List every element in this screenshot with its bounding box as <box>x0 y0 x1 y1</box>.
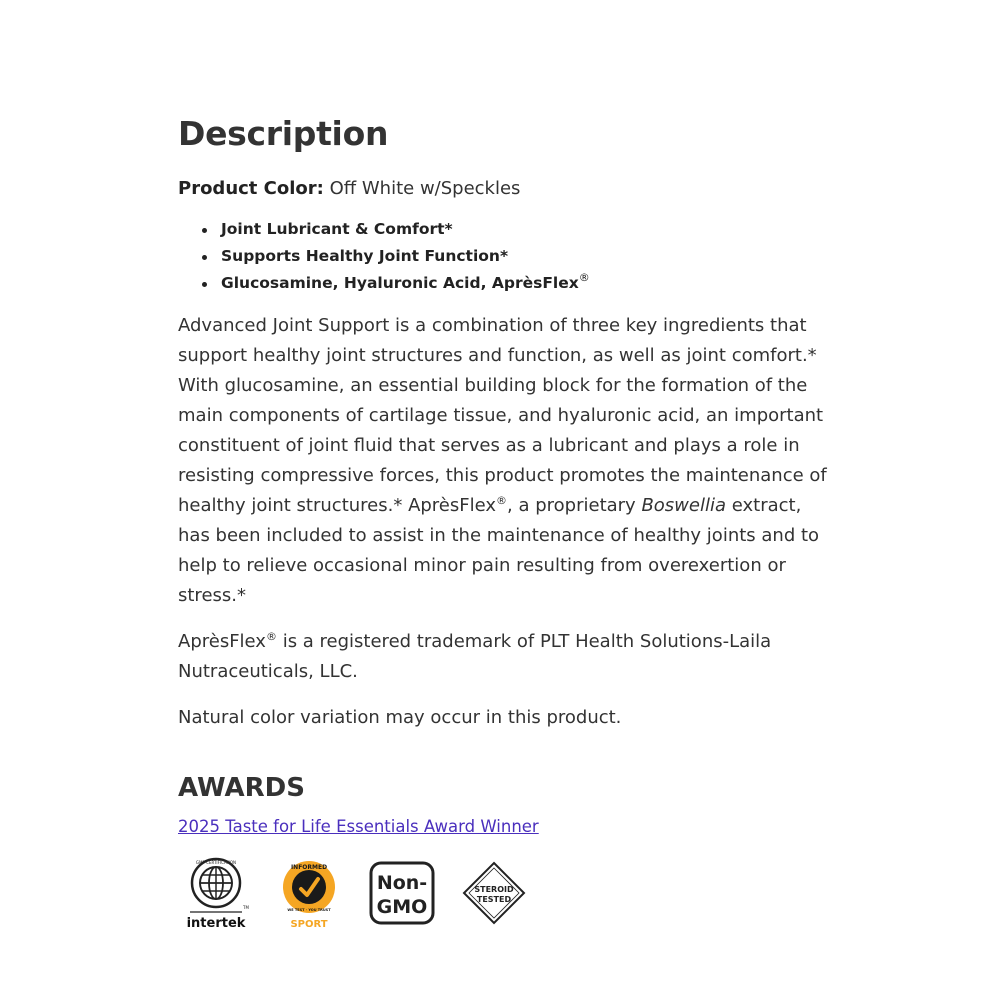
boswellia-italic: Boswellia <box>641 495 727 516</box>
svg-text:INFORMED: INFORMED <box>290 864 328 871</box>
svg-text:Non-: Non- <box>376 872 428 894</box>
product-color-value: Off White w/Speckles <box>323 178 521 199</box>
svg-text:STEROID: STEROID <box>474 885 514 894</box>
svg-text:WE TEST · YOU TRUST: WE TEST · YOU TRUST <box>287 908 331 912</box>
registered-mark: ® <box>496 494 508 507</box>
svg-text:intertek: intertek <box>186 916 246 931</box>
registered-mark: ® <box>578 271 590 284</box>
award-link[interactable]: 2025 Taste for Life Essentials Award Winner <box>178 817 539 836</box>
svg-text:TM: TM <box>243 905 249 910</box>
feature-item: Glucosamine, Hyaluronic Acid, AprèsFlex® <box>221 270 838 297</box>
color-variation-note: Natural color variation may occur in this product. <box>178 707 622 728</box>
trademark-paragraph: AprèsFlex® is a registered trademark of PLT Health Solutions-Laila Nutraceuticals, LLC. <box>178 630 772 682</box>
non-gmo-icon <box>369 861 435 925</box>
steroid-tested-icon <box>462 861 526 925</box>
description-heading: Description <box>178 114 389 153</box>
awards-heading: AWARDS <box>178 773 305 803</box>
svg-text:SPORT: SPORT <box>290 919 328 930</box>
informed-sport-icon <box>279 859 339 931</box>
feature-item: Joint Lubricant & Comfort* <box>221 216 838 243</box>
product-color <box>178 176 838 202</box>
feature-list <box>178 216 838 297</box>
feature-item: Supports Healthy Joint Function* <box>221 243 838 270</box>
intertek-certification-icon <box>185 853 253 935</box>
product-color-label: Product Color: <box>178 178 324 199</box>
certification-badges <box>185 853 545 938</box>
svg-text:TESTED: TESTED <box>476 895 512 904</box>
svg-text:GMP CERTIFICATION: GMP CERTIFICATION <box>195 860 237 865</box>
registered-mark: ® <box>265 630 277 643</box>
description-paragraph: Advanced Joint Support is a combination of three key ingredients that support healthy joint structures and function, as well as joint comfort.* With glucosamine, an essential building block for the formation of the main components of cartilage tissue, and hyaluronic acid, an important constituent of joint fluid that serves as a lubricant and plays a role in resisting compressive forces, this product promotes the maintenance of healthy joint structures.* AprèsFlex®, a proprietary Boswellia extract, has been included to assist in the maintenance of healthy joints and to help to relieve occasional minor pain resulting from overexertion or stress.* <box>178 315 827 606</box>
product-description-section <box>178 112 838 839</box>
svg-text:GMO: GMO <box>376 896 428 918</box>
